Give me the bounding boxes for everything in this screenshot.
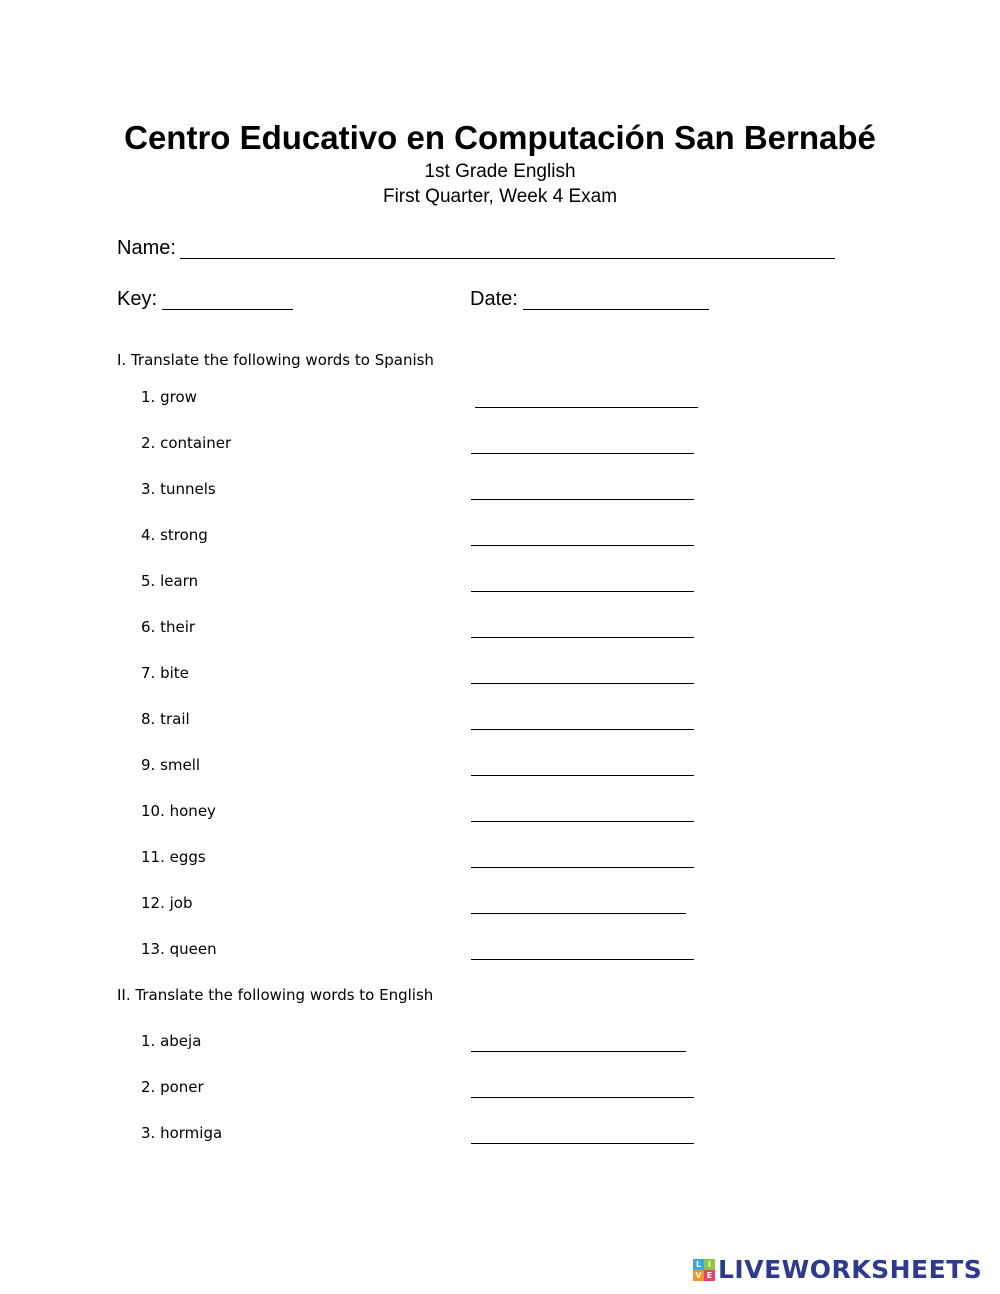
question-item: 1. grow	[141, 388, 197, 406]
answer-line[interactable]	[471, 683, 694, 684]
answer-line[interactable]	[471, 867, 694, 868]
date-field[interactable]	[523, 309, 709, 310]
question-item: 10. honey	[141, 802, 216, 820]
question-item: 2. container	[141, 434, 232, 452]
question-item: 3. tunnels	[141, 480, 216, 498]
question-item: 6. their	[141, 618, 196, 636]
logo-mark-letter: E	[704, 1270, 715, 1281]
answer-line[interactable]	[471, 499, 694, 500]
question-item: 7. bite	[141, 664, 189, 682]
section-1-heading: I. Translate the following words to Spanish	[117, 351, 434, 369]
answer-line[interactable]	[471, 821, 694, 822]
answer-line[interactable]	[471, 959, 694, 960]
section-2-heading: II. Translate the following words to English	[117, 986, 434, 1004]
question-item: 2. poner	[141, 1078, 204, 1096]
question-item: 13. queen	[141, 940, 217, 958]
question-item: 3. hormiga	[141, 1124, 223, 1142]
subtitle-exam: First Quarter, Week 4 Exam	[382, 186, 618, 207]
answer-line[interactable]	[471, 1097, 694, 1098]
answer-line[interactable]	[475, 407, 698, 408]
answer-line[interactable]	[471, 545, 694, 546]
logo-mark-icon	[693, 1259, 715, 1281]
question-item: 4. strong	[141, 526, 208, 544]
question-item: 9. smell	[141, 756, 201, 774]
page-title: Centro Educativo en Computación San Bernabé	[124, 119, 876, 156]
key-label: Key:	[117, 288, 158, 310]
answer-line[interactable]	[471, 1051, 686, 1052]
answer-line[interactable]	[471, 913, 686, 914]
logo-mark-letter: I	[704, 1259, 715, 1270]
logo-mark-letter: L	[693, 1259, 704, 1270]
answer-line[interactable]	[471, 637, 694, 638]
answer-line[interactable]	[471, 591, 694, 592]
answer-line[interactable]	[471, 1143, 694, 1144]
logo-text: LIVEWORKSHEETS	[718, 1255, 983, 1284]
question-item: 11. eggs	[141, 848, 206, 866]
name-label: Name:	[117, 237, 176, 259]
date-label: Date:	[470, 288, 518, 310]
name-field[interactable]	[180, 258, 835, 259]
key-field[interactable]	[162, 309, 293, 310]
liveworksheets-logo	[693, 1256, 982, 1284]
question-item: 1. abeja	[141, 1032, 202, 1050]
answer-line[interactable]	[471, 775, 694, 776]
logo-mark-letter: V	[693, 1270, 704, 1281]
answer-line[interactable]	[471, 729, 694, 730]
question-item: 8. trail	[141, 710, 190, 728]
question-item: 5. learn	[141, 572, 199, 590]
answer-line[interactable]	[471, 453, 694, 454]
subtitle-grade: 1st Grade English	[424, 161, 576, 182]
question-item: 12. job	[141, 894, 193, 912]
